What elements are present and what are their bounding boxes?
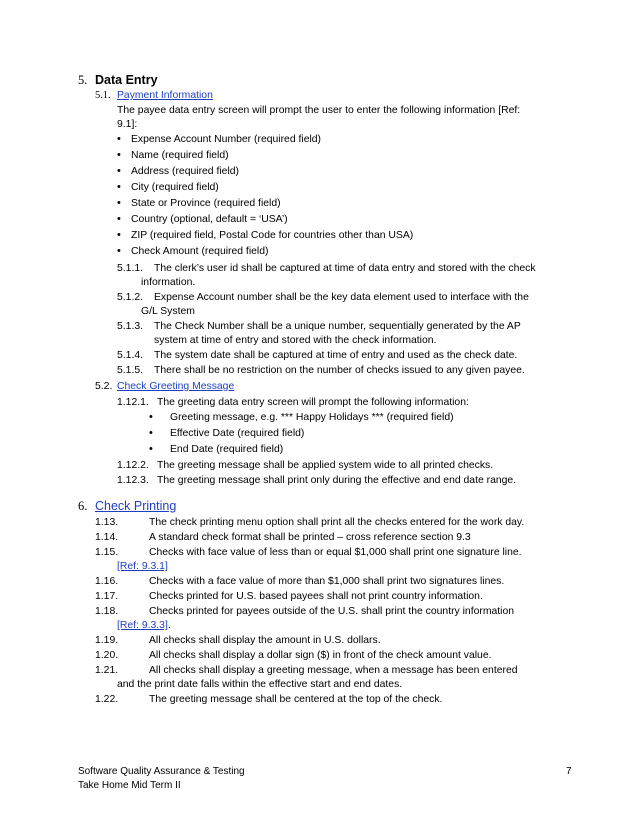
item-text: The check printing menu option shall print all the checks entered for the work day. bbox=[149, 517, 525, 528]
bullet-icon: • bbox=[117, 213, 121, 225]
bullet-icon: • bbox=[117, 197, 121, 209]
bullet-icon: • bbox=[117, 165, 121, 177]
item-text-continued: information. bbox=[141, 277, 196, 288]
ref-suffix: . bbox=[167, 620, 171, 631]
item-text: Checks with face value of less than or equal $1,000 shall print one signature line. bbox=[149, 547, 522, 558]
item-text: The greeting message shall be applied system wide to all printed checks. bbox=[157, 460, 494, 471]
list-item: Country (optional, default = ‘USA’) bbox=[131, 214, 288, 225]
item-number: 5.1.1. bbox=[117, 263, 143, 274]
ref-9-3-1-link[interactable]: [Ref: 9.3.1] bbox=[117, 561, 168, 572]
list-item: Address (required field) bbox=[131, 166, 239, 177]
item-number: 1.15. bbox=[95, 547, 119, 558]
item-text: Checks printed for U.S. based payees shall not print country information. bbox=[149, 591, 483, 602]
bullet-icon: • bbox=[149, 411, 153, 423]
list-item: Name (required field) bbox=[131, 150, 229, 161]
footer-assignment-title: Take Home Mid Term II bbox=[78, 780, 181, 791]
item-text-continued: G/L System bbox=[141, 306, 195, 317]
item-text: Checks printed for payees outside of the U.S. shall print the country information bbox=[149, 606, 515, 617]
item-number: 1.22. bbox=[95, 694, 119, 705]
bullet-icon: • bbox=[149, 443, 153, 455]
section-5-number: 5. bbox=[78, 73, 88, 87]
item-number: 5.1.2. bbox=[117, 292, 143, 303]
list-item: Expense Account Number (required field) bbox=[131, 134, 322, 145]
item-number: 5.1.5. bbox=[117, 365, 143, 376]
footer-course-title: Software Quality Assurance & Testing bbox=[78, 766, 245, 777]
item-number: 1.21. bbox=[95, 665, 119, 676]
bullet-icon: • bbox=[149, 427, 153, 439]
check-greeting-message-link[interactable]: Check Greeting Message bbox=[117, 381, 235, 392]
item-number: 1.12.2. bbox=[117, 460, 149, 471]
bullet-icon: • bbox=[117, 133, 121, 145]
reference-line bbox=[117, 619, 171, 632]
item-text-continued: and the print date falls within the effective start and end dates. bbox=[117, 679, 403, 690]
payment-intro-line1: The payee data entry screen will prompt the user to enter the following information [Ref: bbox=[117, 105, 521, 116]
item-number: 1.18. bbox=[95, 606, 119, 617]
item-number: 5.1.4. bbox=[117, 350, 143, 361]
list-item: Greeting message, e.g. *** Happy Holidays *** (required field) bbox=[170, 412, 454, 423]
reference-line bbox=[117, 560, 168, 573]
item-text: The system date shall be captured at time of entry and used as the check date. bbox=[154, 350, 518, 361]
section-5-title: Data Entry bbox=[95, 73, 158, 87]
list-item: ZIP (required field, Postal Code for countries other than USA) bbox=[131, 230, 414, 241]
payment-intro-line2: 9.1]: bbox=[117, 119, 138, 130]
item-text: Checks with a face value of more than $1,000 shall print two signatures lines. bbox=[149, 576, 505, 587]
item-number: 1.13. bbox=[95, 517, 119, 528]
item-text: All checks shall display the amount in U.S. dollars. bbox=[149, 635, 381, 646]
ref-9-3-3-link[interactable]: [Ref: 9.3.3] bbox=[117, 620, 168, 631]
bullet-icon: • bbox=[117, 149, 121, 161]
item-text: There shall be no restriction on the number of checks issued to any given payee. bbox=[154, 365, 525, 376]
item-number: 1.16. bbox=[95, 576, 119, 587]
item-number: 5.1.3. bbox=[117, 321, 143, 332]
item-number: 1.17. bbox=[95, 591, 119, 602]
subsection-5-1-number: 5.1. bbox=[95, 90, 111, 101]
bullet-icon: • bbox=[117, 245, 121, 257]
list-item: State or Province (required field) bbox=[131, 198, 281, 209]
item-number: 1.20. bbox=[95, 650, 119, 661]
list-item: City (required field) bbox=[131, 182, 219, 193]
section-6-number: 6. bbox=[78, 499, 88, 513]
item-text: The greeting data entry screen will prompt the following information: bbox=[157, 397, 469, 408]
item-number: 1.12.1. bbox=[117, 397, 149, 408]
check-printing-link[interactable]: Check Printing bbox=[95, 499, 177, 513]
payment-information-link[interactable]: Payment Information bbox=[117, 90, 213, 101]
list-item: Check Amount (required field) bbox=[131, 246, 269, 257]
list-item: End Date (required field) bbox=[170, 444, 284, 455]
bullet-icon: • bbox=[117, 229, 121, 241]
item-text: The greeting message shall print only during the effective and end date range. bbox=[157, 475, 517, 486]
item-number: 1.12.3. bbox=[117, 475, 149, 486]
bullet-icon: • bbox=[117, 181, 121, 193]
item-text-continued: system at time of entry and stored with the check information. bbox=[154, 335, 437, 346]
page-number: 7 bbox=[566, 766, 572, 777]
item-text: A standard check format shall be printed – cross reference section 9.3 bbox=[149, 532, 471, 543]
item-number: 1.19. bbox=[95, 635, 119, 646]
item-text: All checks shall display a greeting message, when a message has been entered bbox=[149, 665, 518, 676]
item-text: All checks shall display a dollar sign ($) in front of the check amount value. bbox=[149, 650, 492, 661]
subsection-5-2-number: 5.2. bbox=[95, 381, 113, 392]
item-text: The greeting message shall be centered at the top of the check. bbox=[149, 694, 443, 705]
item-text: Expense Account number shall be the key data element used to interface with the bbox=[154, 292, 529, 303]
item-text: The clerk’s user id shall be captured at time of data entry and stored with the check bbox=[154, 263, 536, 274]
list-item: Effective Date (required field) bbox=[170, 428, 305, 439]
item-number: 1.14. bbox=[95, 532, 119, 543]
item-text: The Check Number shall be a unique number, sequentially generated by the AP bbox=[154, 321, 521, 332]
